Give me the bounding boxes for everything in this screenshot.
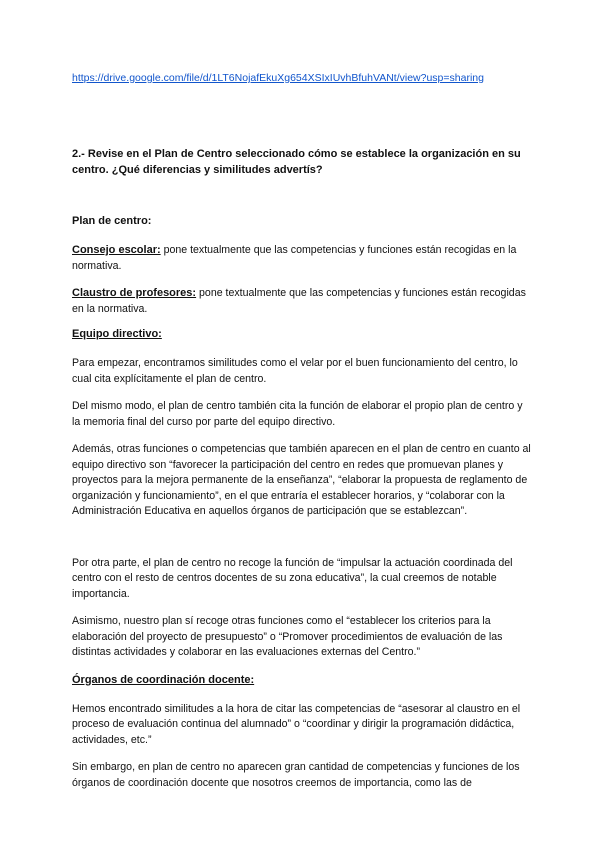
- plan-heading: Plan de centro:: [72, 215, 152, 227]
- consejo-text: pone textualmente que las competencias y funciones están recogidas en la normativa.: [72, 244, 517, 272]
- equipo-paragraph-5: Asimismo, nuestro plan sí recoge otras funciones como el “establecer los criterios para la elaboración del proyecto de presupuesto” o “Promover procedimientos de evaluación de las distintas actividades y colaborar en las evaluaciones externas del Centro.”: [72, 615, 503, 658]
- organos-paragraph-1: Hemos encontrado similitudes a la hora de citar las competencias de “asesorar al claustro en el proceso de evaluación continua del alumnado” o “coordinar y dirigir la programación didáctica, actividades, etc.”: [72, 702, 521, 746]
- question-heading: 2.- Revise en el Plan de Centro seleccionado cómo se establece la organización en su centro. ¿Qué diferencias y similitudes advertís?: [72, 148, 521, 176]
- equipo-heading: Equipo directivo:: [72, 328, 162, 340]
- equipo-paragraph-1: Para empezar, encontramos similitudes como el velar por el buen funcionamiento del centro, lo cual cita explícitamente el plan de centro.: [72, 357, 518, 385]
- drive-link[interactable]: https://drive.google.com/file/d/1LT6NojafEkuXg654XSIxIUvhBfuhVANt/view?usp=sharing: [72, 72, 484, 84]
- consejo-label: Consejo escolar:: [72, 244, 161, 256]
- organos-paragraph-2: Sin embargo, en plan de centro no aparecen gran cantidad de competencias y funciones de los órganos de coordinación docente que nosotros creemos de importancia, como las de: [72, 761, 520, 789]
- claustro-text: pone textualmente que las competencias y funciones están recogidas en la normativa.: [72, 287, 526, 315]
- claustro-label: Claustro de profesores:: [72, 287, 197, 299]
- equipo-paragraph-4: Por otra parte, el plan de centro no recoge la función de “impulsar la actuación coordinada del centro con el resto de centros docentes de su zona educativa”, la cual creemos de notable importancia.: [72, 556, 513, 600]
- claustro-paragraph: [72, 286, 532, 317]
- equipo-paragraph-3: Además, otras funciones o competencias que también aparecen en el plan de centro en cuanto al equipo directivo son “favorecer la participación del centro en redes que promuevan planes y proyectos para la mejora permanente de la enseñanza”, “elaborar la propuesta de reglamento de organización y funcionamiento”, en el que entraría el establecer horarios, y “colaborar con la Administración Educativa en aquellos órganos de participación que se establezcan”.: [72, 443, 531, 517]
- consejo-paragraph: [72, 243, 532, 274]
- document-body: [72, 146, 532, 791]
- equipo-paragraph-2: Del mismo modo, el plan de centro también cita la función de elaborar el propio plan de centro y la memoria final del curso por parte del equipo directivo.: [72, 400, 523, 428]
- organos-heading: Órganos de coordinación docente:: [72, 673, 255, 686]
